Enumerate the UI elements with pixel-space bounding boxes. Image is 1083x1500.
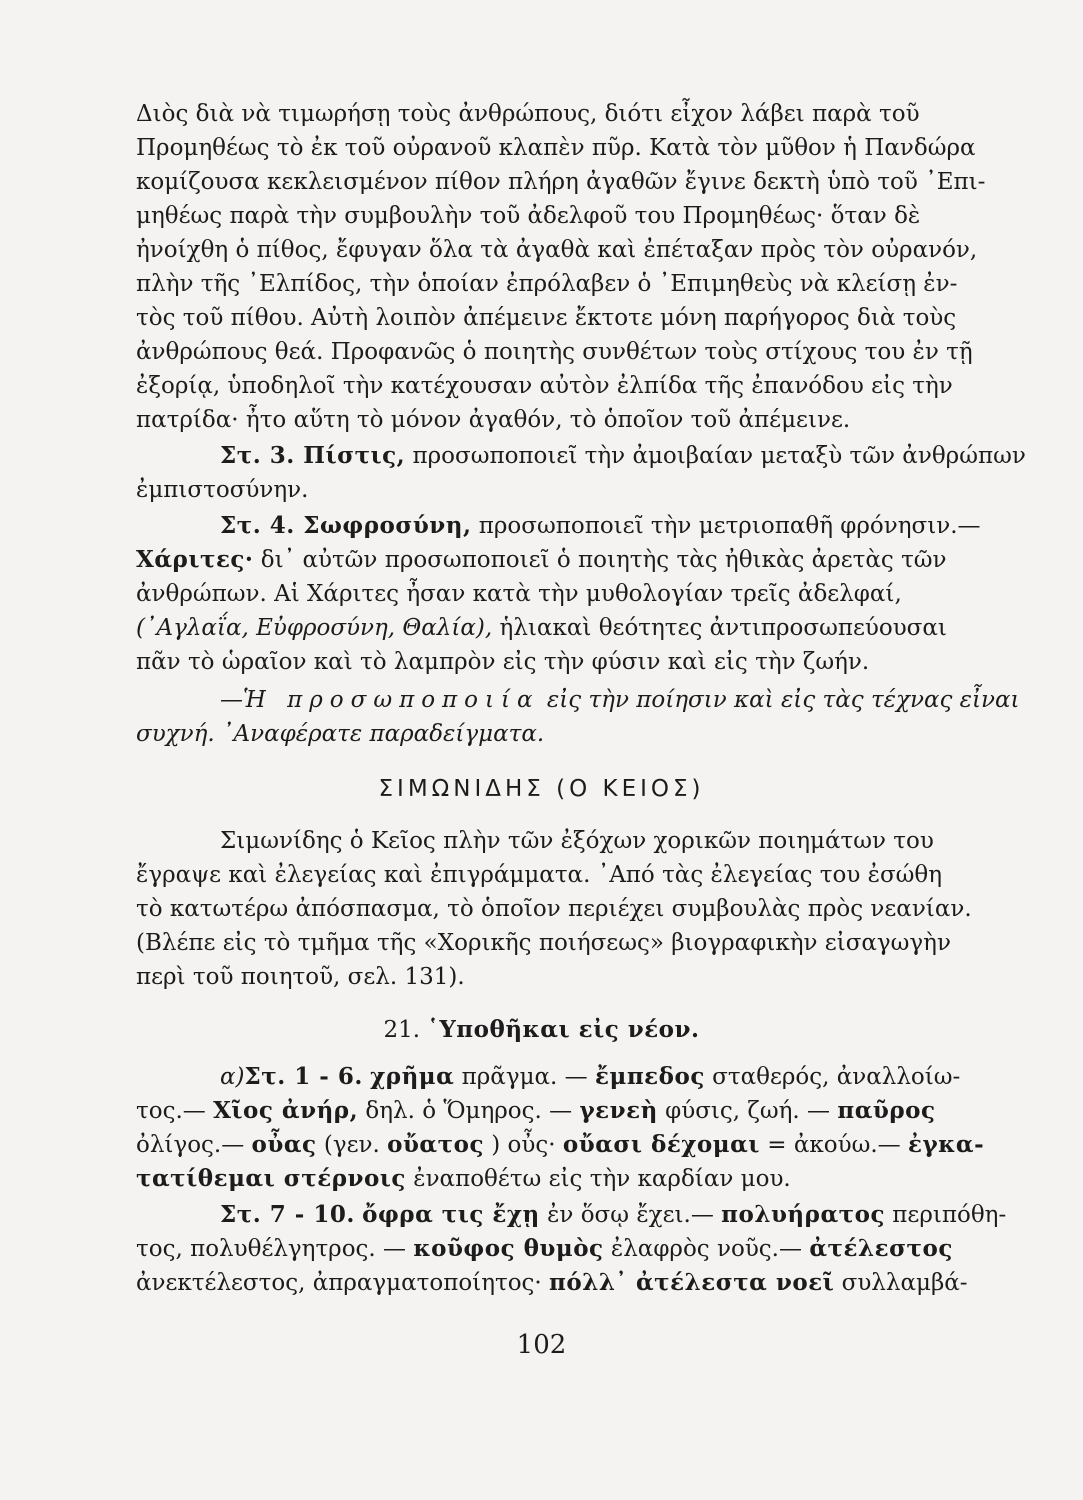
poem-number: 21. — [383, 1017, 421, 1043]
text-line: Χάριτες· δι᾿ αὐτῶν προσωποποιεῖ ὁ ποιητὴς τὰς ἠθικὰς ἀρετὰς τῶν — [136, 546, 947, 573]
note-line: τος.— Χῖος ἀνήρ, δηλ. ὁ Ὅμηρος. — γενεὴ φύσις, ζωή. — παῦρος — [136, 1097, 936, 1124]
text-line: πᾶν τὸ ὡραῖον καὶ τὸ λαμπρὸν εἰς τὴν φύσιν καὶ εἰς τὴν ζωήν. — [136, 649, 870, 675]
note-line: τος, πολυθέλγητρος. — κοῦφος θυμὸς ἐλαφρὸς νοῦς.— ἀτέλεστος — [136, 1235, 953, 1262]
text-line: Σιμωνίδης ὁ Κεῖος πλὴν τῶν ἐξόχων χορικῶν ποιημάτων του — [220, 828, 934, 854]
note-line: ὀλίγος.— οὖας (γεν. οὔατος ) οὖς· οὔασι δέχομαι = ἀκούω.— ἐγκα- — [136, 1131, 985, 1158]
note-line: α)Στ. 1 - 6. χρῆμα πρᾶγμα. — ἔμπεδος σταθερός, ἀναλλοίω- — [220, 1063, 961, 1090]
poem-title-text: ῾Υποθῆκαι εἰς νέον. — [427, 1016, 700, 1043]
note-line: ἀνεκτέλεστος, ἀπραγματοποίητος· πόλλ᾿ ἀτέλεστα νοεῖ συλλαμβά- — [136, 1269, 968, 1296]
text-line: ἐμπιστοσύνην. — [136, 477, 309, 503]
note-line-st4: Στ. 4. Σωφροσύνη, προσωποποιεῖ τὴν μετριοπαθῆ φρόνησιν.— — [220, 512, 981, 539]
text-line: ἔγραψε καὶ ἐλεγείας καὶ ἐπιγράμματα. ᾿Από τὰς ἐλεγείας του ἐσώθη — [136, 862, 943, 888]
text-line: Διὸς διὰ νὰ τιμωρήσῃ τοὺς ἀνθρώπους, διότι εἶχον λάβει παρὰ τοῦ — [136, 101, 920, 127]
note-label: Χάριτες· — [136, 546, 254, 573]
text-line: περὶ τοῦ ποιητοῦ, σελ. 131). — [136, 964, 465, 990]
text-line: —Ἡ προσωποποιία εἰς τὴν ποίησιν καὶ εἰς τὰς τέχνας εἶναι — [220, 687, 1020, 713]
poem-title — [0, 1013, 1083, 1047]
text-line: (᾿Αγλαΐα, Εὐφροσύνη, Θαλία), ἡλιακαὶ θεότητες ἀντιπροσωπεύουσαι — [136, 615, 947, 641]
text-line: συχνή. ᾿Αναφέρατε παραδείγματα. — [136, 721, 545, 747]
text-line: μηθέως παρὰ τὴν συμβουλὴν τοῦ ἀδελφοῦ του Προμηθέως· ὅταν δὲ — [136, 203, 921, 229]
text-line: πλὴν τῆς ᾿Ελπίδος, τὴν ὁποίαν ἐπρόλαβεν ὁ ᾿Επιμηθεὺς νὰ κλείσῃ ἐν- — [136, 271, 958, 297]
text-line: Προμηθέως τὸ ἐκ τοῦ οὐρανοῦ κλαπὲν πῦρ. Κατὰ τὸν μῦθον ἡ Πανδώρα — [136, 135, 976, 161]
section-heading: ΣΙΜΩΝΙΔΗΣ (Ο ΚΕΙΟΣ) — [378, 776, 705, 802]
note-label: Στ. 3. Πίστις, — [220, 442, 406, 469]
text-line: τὸ κατωτέρω ἀπόσπασμα, τὸ ὁποῖον περιέχει συμβουλὰς πρὸς νεανίαν. — [136, 896, 972, 922]
text-line: ἐξορίᾳ, ὑποδηλοῖ τὴν κατέχουσαν αὐτὸν ἐλπίδα τῆς ἐπανόδου εἰς τὴν — [136, 373, 953, 399]
page-number: 102 — [516, 1330, 567, 1360]
text-line: τὸς τοῦ πίθου. Αὐτὴ λοιπὸν ἀπέμεινε ἔκτοτε μόνη παρήγορος διὰ τοὺς — [136, 305, 957, 331]
text-line: (Βλέπε εἰς τὸ τμῆμα τῆς «Χορικῆς ποιήσεως» βιογραφικὴν εἰσαγωγὴν — [136, 930, 951, 956]
text-line: κομίζουσα κεκλεισμένον πίθον πλήρη ἀγαθῶν ἔγινε δεκτὴ ὑπὸ τοῦ ᾿Επι- — [136, 169, 986, 195]
note-line: Στ. 7 - 10. ὄφρα τις ἔχῃ ἐν ὅσῳ ἔχει.— πολυήρατος περιπόθη- — [220, 1201, 1007, 1228]
text-line: ἀνθρώπων. Αἱ Χάριτες ἦσαν κατὰ τὴν μυθολογίαν τρεῖς ἀδελφαί, — [136, 581, 902, 607]
text-line: ἀνθρώπους θεά. Προφανῶς ὁ ποιητὴς συνθέτων τοὺς στίχους του ἐν τῇ — [136, 339, 973, 365]
note-label: Στ. 4. Σωφροσύνη, — [220, 512, 472, 539]
text-line: πατρίδα· ἦτο αὕτη τὸ μόνον ἀγαθόν, τὸ ὁποῖον τοῦ ἀπέμεινε. — [136, 407, 851, 433]
note-line: τατίθεμαι στέρνοις ἐναποθέτω εἰς τὴν καρδίαν μου. — [136, 1165, 791, 1192]
text-line: ἠνοίχθη ὁ πίθος, ἔφυγαν ὅλα τὰ ἀγαθὰ καὶ ἐπέταξαν πρὸς τὸν οὐρανόν, — [136, 237, 978, 263]
note-line-st3: Στ. 3. Πίστις, προσωποποιεῖ τὴν ἀμοιβαίαν μεταξὺ τῶν ἀνθρώπων — [220, 442, 1026, 469]
